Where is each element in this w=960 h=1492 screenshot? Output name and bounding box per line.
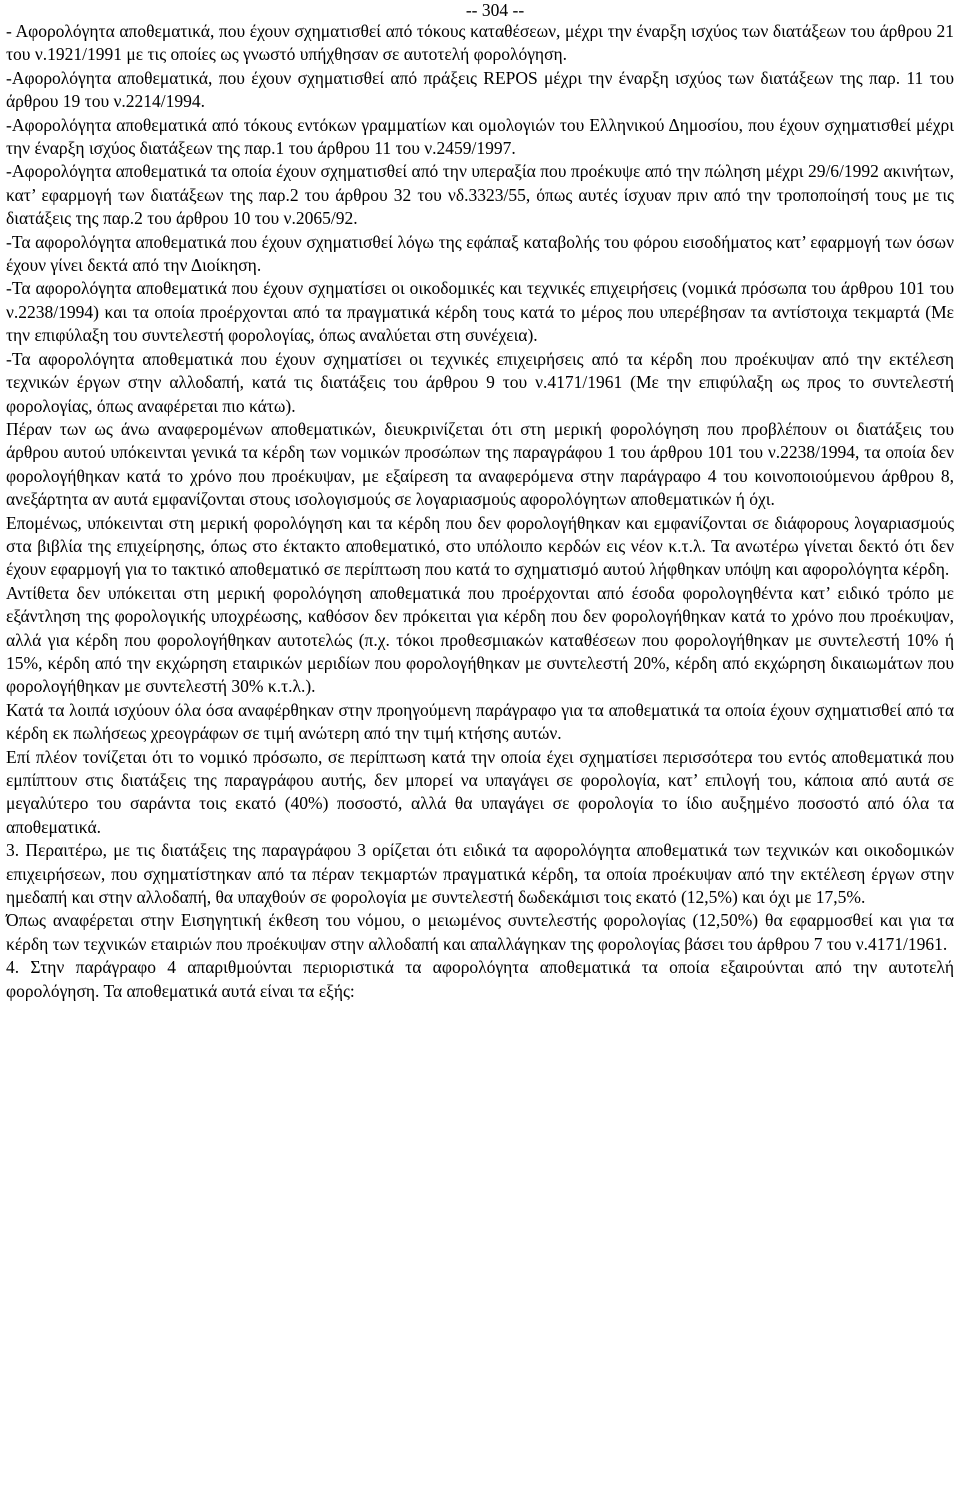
paragraph-tax-free-reserves-deposit-interest: - Αφορολόγητα αποθεματικά, που έχουν σχηματισθεί από τόκους καταθέσεων, μέχρι την έναρξη ισχύος των διατάξεων του άρθρου 21 του ν.1921/1991 με τις οποίες ως γνωστό υπήχθησαν σε αυτοτελή φορολόγηση. <box>6 21 954 65</box>
paragraph-uniform-percentage: Επί πλέον τονίζεται ότι το νομικό πρόσωπο, σε περίπτωση κατά την οποία έχει σχηματίσει περισσότερα του εντός αποθεματικά που εμπίπτουν στις διατάξεις της παραγράφου αυτής, δεν μπορεί να υπαγάγει σε φορολογία, κατ’ επιλογή του, κάποια από αυτά σε μεγαλύτερο του σαράντα τοις εκατό (40%) ποσοστό, αλλά θα υπαγάγει σε φορολογία το ίδιο αυξημένο ποσοστό από όλα τα αποθεματικά. <box>6 746 954 837</box>
paragraph-partial-taxation-scope: Πέραν των ως άνω αναφερομένων αποθεματικών, διευκρινίζεται ότι στη μερική φορολόγηση που προβλέπουν οι διατάξεις του άρθρου αυτού υπόκεινται γενικά τα κέρδη των νομικών προσώπων της παραγράφου 1 του άρθρου 101 του ν.2238/1994, τα οποία δεν φορολογήθηκαν κατά το χρόνο που προέκυψαν, με εξαίρεση τα αναφερόμενα στην παράγραφο 4 του κοινοποιούμενου άρθρου 8, ανεξάρτητα αν αυτά εμφανίζονται στους ισολογισμούς σε λογαριασμούς αφορολόγητων αποθεματικών ή όχι. <box>6 418 954 510</box>
paragraph-explanatory-report: Όπως αναφέρεται στην Εισηγητική έκθεση του νόμου, ο μειωμένος συντελεστής φορολογίας (12,50%) θα εφαρμοσθεί και για τα κέρδη των τεχνικών εταιριών που προέκυψαν στην αλλοδαπή και απαλλάγηκαν της φορολογίας βάσει του άρθρου 7 του ν.4171/1961. <box>6 910 954 954</box>
page-number: -- 304 -- <box>465 0 525 20</box>
paragraph-tax-free-reserves-treasury-bills: -Αφορολόγητα αποθεματικά από τόκους εντόκων γραμματίων και ομολογιών του Ελληνικού Δημοσίου, που έχουν σχηματισθεί μέχρι την έναρξη ισχύος διατάξεων της παρ.1 του άρθρου 11 του ν.2459/1997. <box>6 114 954 159</box>
paragraph-tax-free-reserves-real-estate-gain: -Αφορολόγητα αποθεματικά τα οποία έχουν σχηματισθεί από την υπεραξία που προέκυψε από την πώληση μέχρι 29/6/1992 ακινήτων, κατ’ εφαρμογή των διατάξεων της παρ.2 του άρθρου 32 του νδ.3323/55, όπως αυτές ίσχυαν πριν από την τροποποίησή τους με τις διατάξεις της παρ.2 του άρθρου 10 του ν.2065/92. <box>6 161 954 229</box>
paragraph-securities-sale-reserves: Κατά τα λοιπά ισχύουν όλα όσα αναφέρθηκαν στην προηγούμενη παράγραφο για τα αποθεματικά τα οποία έχουν σχηματισθεί από τα κέρδη εκ πωλήσεως χρεογράφων σε τιμή ανώτερη από την τιμή κτήσης αυτών. <box>6 699 954 744</box>
paragraph-tax-free-reserves-lump-sum-tax: -Τα αφορολόγητα αποθεματικά που έχουν σχηματισθεί λόγω της εφάπαξ καταβολής του φόρου εισοδήματος κατ’ εφαρμογή των όσων έχουν γίνει δεκτά από την Διοίκηση. <box>6 231 954 276</box>
paragraph-construction-companies-reserves: -Τα αφορολόγητα αποθεματικά που έχουν σχηματίσει οι οικοδομικές και τεχνικές επιχειρήσεις (νομικά πρόσωπα του άρθρου 101 του ν.2238/1994) και τα οποία προέρχονται από τα πραγματικά κέρδη τους κατά το μέρος που υπερέβησαν τα αντίστοιχα τεκμαρτά (Με την επιφύλαξη του συντελεστή φορολογίας, όπως αναλύεται στη συνέχεια). <box>6 278 954 346</box>
paragraph-technical-works-abroad: -Τα αφορολόγητα αποθεματικά που έχουν σχηματίσει οι τεχνικές επιχειρήσεις από τα κέρδη που προέκυψαν από την εκτέλεση τεχνικών έργων στην αλλοδαπή, κατά τις διατάξεις του άρθρου 9 του ν.4171/1961 (Με την επιφύλαξη ως προς το συντελεστή φορολογίας, όπως αναφέρεται πιο κάτω). <box>6 348 954 416</box>
paragraph-section-3: 3. Περαιτέρω, με τις διατάξεις της παραγράφου 3 ορίζεται ότι ειδικά τα αφορολόγητα αποθεματικά των τεχνικών και οικοδομικών επιχειρήσεων, που σχηματίστηκαν από τα πέραν τεκμαρτών πραγματικά κέρδη, τα οποία προέκυψαν από την εκτέλεση έργων στην ημεδαπή και στην αλλοδαπή, θα υπαχθούν σε φορολογία με συντελεστή δωδεκάμισι τοις εκατό (12,5%) και όχι με 17,5%. <box>6 840 954 908</box>
paragraph-exceptions-separately-taxed: Αντίθετα δεν υπόκειται στη μερική φορολόγηση αποθεματικά που προέρχονται από έσοδα φορολογηθέντα κατ’ ειδικό τρόπο με εξάντληση της φορολογικής υποχρέωσης, καθόσον δεν πρόκειται για κέρδη που δεν φορολογήθηκαν κατά το χρόνο που προέκυψαν, αλλά για κέρδη που φορολογήθηκαν αυτοτελώς (π.χ. τόκοι προθεσμιακών καταθέσεων που φορολογήθηκαν με συντελεστή 10% ή 15%, κέρδη από την εκχώρηση εταιρικών μεριδίων που φορολογήθηκαν με συντελεστή 20%, κέρδη από εκχώρηση δικαιωμάτων που φορολογήθηκαν με συντελεστή 30% κ.τ.λ.). <box>6 582 954 697</box>
paragraph-tax-free-reserves-repos: -Αφορολόγητα αποθεματικά, που έχουν σχηματισθεί από πράξεις REPOS μέχρι την έναρξη ισχύος των διατάξεων της παρ. 11 του άρθρου 19 του ν.2214/1994. <box>6 67 954 112</box>
paragraph-section-4: 4. Στην παράγραφο 4 απαριθμούνται περιοριστικά τα αφορολόγητα αποθεματικά τα οποία εξαιρούνται από την αυτοτελή φορολόγηση. Τα αποθεματικά αυτά είναι τα εξής: <box>6 957 954 1001</box>
paragraph-untaxed-profits-accounts: Επομένως, υπόκεινται στη μερική φορολόγηση και τα κέρδη που δεν φορολογήθηκαν και εμφανίζονται σε διάφορους λογαριασμούς στα βιβλία της επιχείρησης, όπως στο έκτακτο αποθεματικό, στο υπόλοιπο κερδών εις νέον κ.τ.λ. Τα ανωτέρω γίνεται δεκτό ότι δεν έχουν εφαρμογή για το τακτικό αποθεματικό σε περίπτωση που κατά το σχηματισμό αυτού λήφθηκαν υπόψη και αφορολόγητα κέρδη. <box>6 512 954 580</box>
